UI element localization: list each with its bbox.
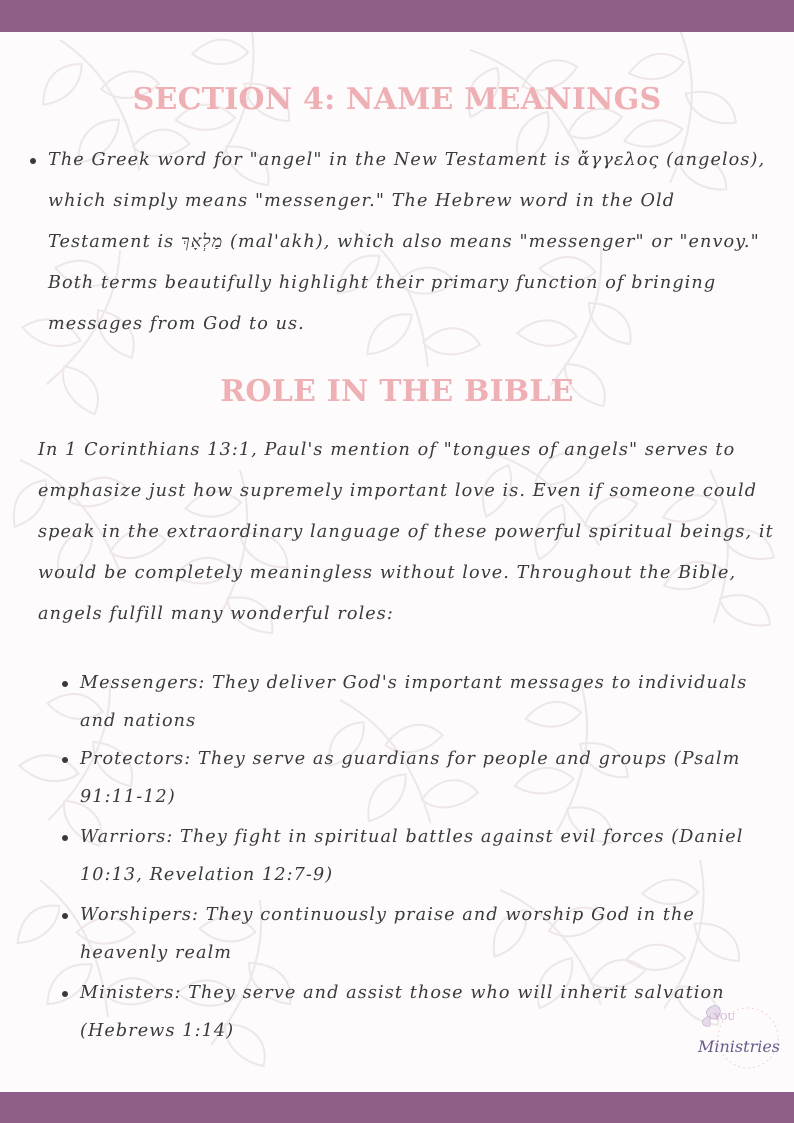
- role-in-bible-heading: ROLE IN THE BIBLE: [220, 374, 574, 409]
- bullet-icon: [62, 991, 68, 997]
- list-item: [80, 740, 780, 818]
- section-4-heading: SECTION 4: NAME MEANINGS: [132, 82, 662, 117]
- role-protectors: Protectors: They serve as guardians for people and groups (Psalm 91:11-12): [80, 749, 741, 807]
- bullet-icon: [62, 757, 68, 763]
- list-item: [80, 974, 780, 1050]
- role-warriors: Warriors: They fight in spiritual battles against evil forces (Daniel 10:13, Revelation 12:7-9): [80, 827, 744, 885]
- list-item: [80, 818, 780, 896]
- logo-letters: YOU: [714, 1013, 735, 1023]
- top-color-band: [0, 0, 794, 32]
- role-worshipers: Worshipers: They continuously praise and worship God in the heavenly realm: [80, 905, 695, 963]
- roles-list: [80, 664, 780, 1050]
- role-messengers: Messengers: They deliver God's important messages to individuals and nations: [80, 673, 748, 731]
- name-meanings-text: The Greek word for "angel" in the New Testament is ἄγγελος (angelos), which simply means "messenger." The Hebrew word in the Old Testament is מַלְאָךְ (mal'akh), which also means "messenger" or "envoy." Both terms beautifully highlight their primary function of bringing messages from God to us.: [48, 150, 766, 334]
- list-item: [48, 140, 768, 345]
- bullet-icon: [30, 158, 36, 164]
- logo-wordmark: Ministries: [698, 1037, 781, 1056]
- list-item: [80, 664, 780, 740]
- bullet-icon: [62, 913, 68, 919]
- list-item: [80, 896, 780, 974]
- ministries-logo: [696, 1000, 788, 1078]
- name-meanings-list: [48, 140, 768, 345]
- bottom-color-band: [0, 1092, 794, 1123]
- bullet-icon: [62, 835, 68, 841]
- bullet-icon: [62, 681, 68, 687]
- role-paragraph: In 1 Corinthians 13:1, Paul's mention of "tongues of angels" serves to emphasize just how supremely important love is. Even if someone could speak in the extraordinary language of these powerful spiritual beings, it would be completely meaningless without love. Throughout the Bible, angels fulfill many wonderful roles:: [38, 440, 774, 624]
- role-ministers: Ministers: They serve and assist those who will inherit salvation (Hebrews 1:14): [80, 983, 725, 1041]
